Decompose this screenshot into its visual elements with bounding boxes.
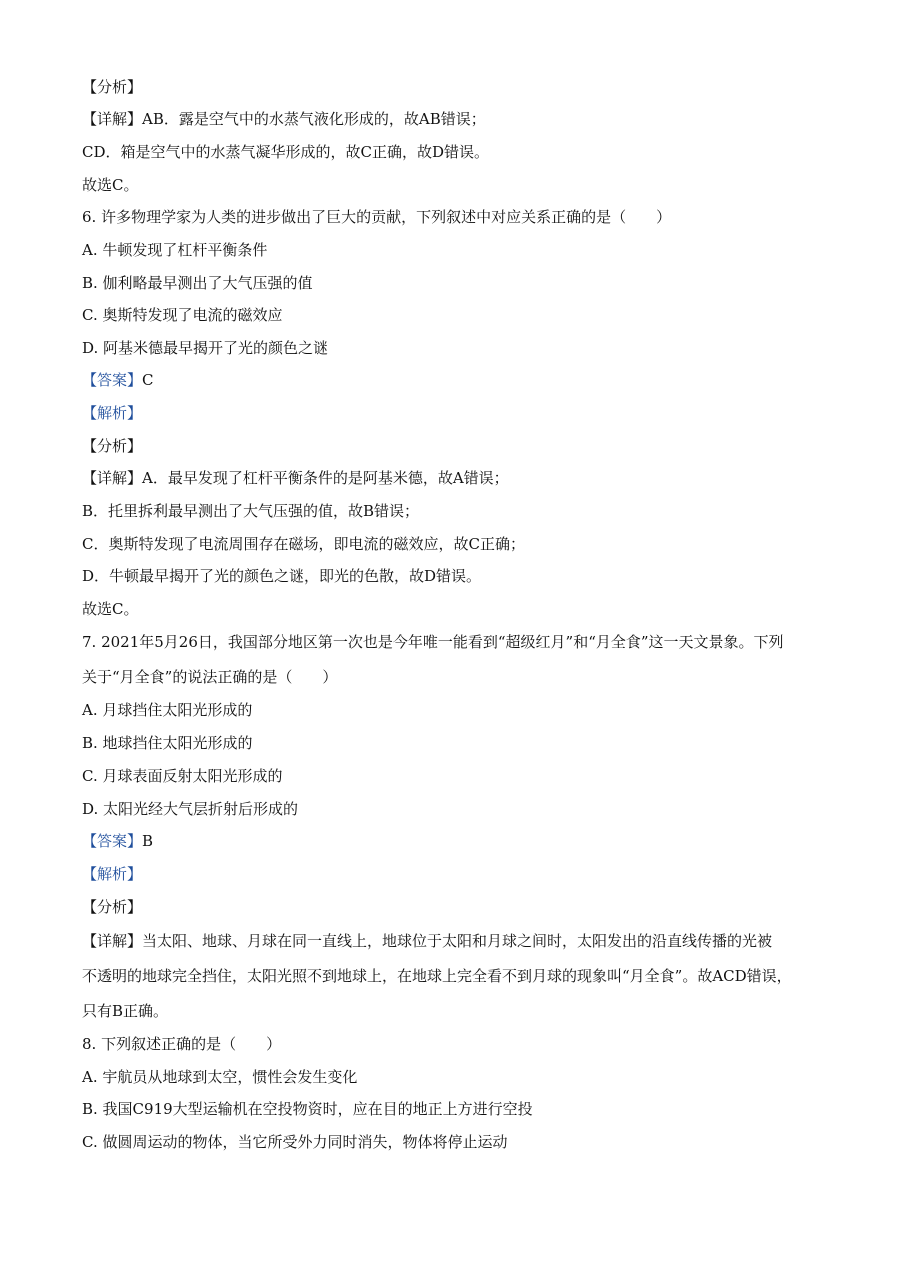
q7-answer-value: B — [142, 832, 154, 850]
q7-jiexi-heading: 【解析】 — [82, 865, 143, 883]
q5-xiangjie-line-2: CD．箱是空气中的水蒸气凝华形成的，故C正确，故D错误。 — [82, 143, 490, 161]
q5-fenxi-heading: 【分析】 — [82, 78, 143, 96]
q7-stem-line-1: 7. 2021年5月26日，我国部分地区第一次也是今年唯一能看到“超级红月”和“月全食”这一天文景象。下列 — [82, 633, 784, 651]
q6-option-d: D. 阿基米德最早揭开了光的颜色之谜 — [82, 339, 329, 357]
q8-option-a: A. 宇航员从地球到太空，惯性会发生变化 — [82, 1068, 358, 1086]
q5-conclusion: 故选C。 — [82, 176, 139, 194]
q8-option-b: B. 我国C919大型运输机在空投物资时，应在目的地正上方进行空投 — [82, 1100, 533, 1118]
q6-xiangjie-line-1: 【详解】A．最早发现了杠杆平衡条件的是阿基米德，故A错误； — [82, 469, 509, 487]
q7-answer — [82, 831, 153, 851]
q7-fenxi-heading: 【分析】 — [82, 898, 143, 916]
q7-option-b: B. 地球挡住太阳光形成的 — [82, 734, 253, 752]
q6-xiangjie-line-4: D．牛顿最早揭开了光的颜色之谜，即光的色散，故D错误。 — [82, 567, 482, 585]
q6-jiexi-heading: 【解析】 — [82, 404, 143, 422]
q6-option-a: A. 牛顿发现了杠杆平衡条件 — [82, 241, 268, 259]
q6-fenxi-heading: 【分析】 — [82, 437, 143, 455]
q7-option-a: A. 月球挡住太阳光形成的 — [82, 701, 253, 719]
q6-option-c: C. 奥斯特发现了电流的磁效应 — [82, 306, 283, 324]
q7-stem-line-2: 关于“月全食”的说法正确的是（ ） — [82, 668, 338, 686]
q6-xiangjie-line-3: C．奥斯特发现了电流周围存在磁场，即电流的磁效应，故C正确； — [82, 535, 525, 553]
q6-stem: 6. 许多物理学家为人类的进步做出了巨大的贡献，下列叙述中对应关系正确的是（ ） — [82, 208, 672, 226]
q6-answer-label: 【答案】 — [82, 371, 143, 389]
q8-stem: 8. 下列叙述正确的是（ ） — [82, 1035, 282, 1053]
q7-xiangjie-line-2: 不透明的地球完全挡住，太阳光照不到地球上，在地球上完全看不到月球的现象叫“月全食”。故ACD错误， — [82, 967, 792, 985]
q7-xiangjie-line-3: 只有B正确。 — [82, 1002, 169, 1020]
q8-option-c: C. 做圆周运动的物体，当它所受外力同时消失，物体将停止运动 — [82, 1133, 508, 1151]
q6-option-b: B. 伽利略最早测出了大气压强的值 — [82, 274, 313, 292]
q6-answer-value: C — [142, 371, 154, 389]
q7-xiangjie-line-1: 【详解】当太阳、地球、月球在同一直线上，地球位于太阳和月球之间时，太阳发出的沿直线传播的光被 — [82, 932, 773, 950]
q7-option-d: D. 太阳光经大气层折射后形成的 — [82, 800, 299, 818]
q6-answer — [82, 370, 154, 390]
q7-answer-label: 【答案】 — [82, 832, 143, 850]
q6-xiangjie-line-2: B．托里拆利最早测出了大气压强的值，故B错误； — [82, 502, 420, 520]
q5-xiangjie-line-1: 【详解】AB．露是空气中的水蒸气液化形成的，故AB错误； — [82, 110, 486, 128]
q7-option-c: C. 月球表面反射太阳光形成的 — [82, 767, 283, 785]
q6-conclusion: 故选C。 — [82, 600, 139, 618]
